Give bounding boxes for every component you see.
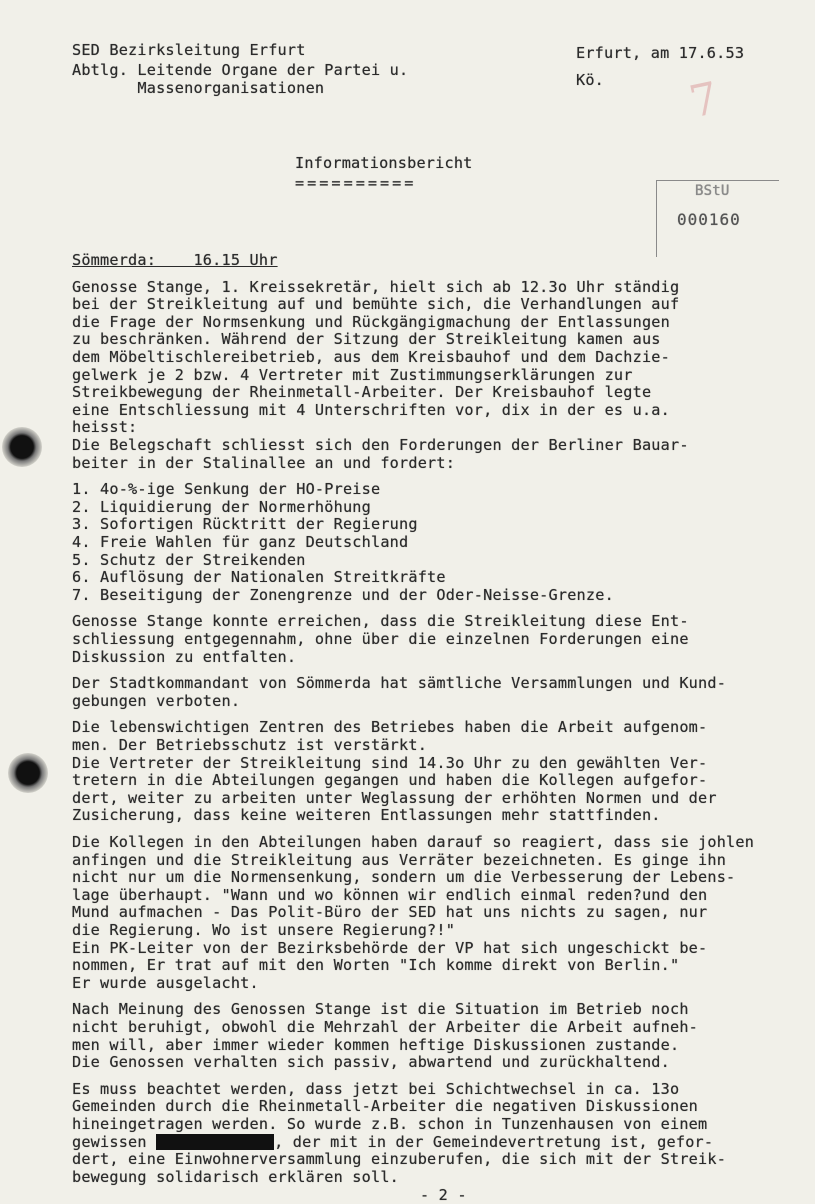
body-line: schliessung entgegennahm, ohne über die einzelnen Forderungen eine	[72, 630, 689, 648]
body-line: eine Entschliessung mit 4 Unterschriften vor, dix in der es u.a.	[72, 400, 670, 419]
location-heading: Sömmerda: 16.15 Uhr	[72, 251, 278, 269]
body-line: Die Genossen verhalten sich passiv, abwartend und zurückhaltend.	[72, 1053, 670, 1072]
sender-line-1: SED Bezirksleitung Erfurt	[72, 41, 306, 59]
initials-line: Kö.	[576, 71, 605, 89]
body-line: bei der Streikleitung auf und bemühte sich, die Verhandlungen auf	[72, 295, 680, 314]
title-underline: ==========	[295, 174, 417, 192]
body-line: anfingen und die Streikleitung aus Verräter bezeichneten. Es ginge ihn	[72, 850, 727, 869]
date-line: Erfurt, am 17.6.53	[576, 44, 745, 62]
pencil-mark: 7	[685, 72, 723, 129]
body-line: nicht beruhigt, obwohl die Mehrzahl der Arbeiter die Arbeit aufneh-	[72, 1018, 699, 1036]
body-line: 1. 4o-%-ige Senkung der HO-Preise	[72, 480, 381, 499]
body-line: nommen, Er trat auf mit den Worten "Ich komme direkt von Berlin."	[72, 956, 680, 975]
body-line: Mund aufmachen - Das Polit-Büro der SED hat uns nichts zu sagen, nur	[72, 903, 708, 922]
body-line: Diskussion zu entfalten.	[72, 647, 297, 666]
body-line: men will, aber immer wieder kommen heftige Diskussionen zustande.	[72, 1035, 680, 1054]
body-line: die Frage der Normsenkung und Rückgängigmachung der Entlassungen	[72, 312, 670, 331]
body-line: Die Vertreter der Streikleitung sind 14.3o Uhr zu den gewählten Ver-	[72, 753, 708, 772]
sender-line-2: Abtlg. Leitende Organe der Partei u.	[72, 61, 409, 79]
body-line: Die Belegschaft schliesst sich den Forderungen der Berliner Bauar-	[72, 436, 689, 454]
body-line: die Regierung. Wo ist unsere Regierung?!"	[72, 921, 456, 939]
body-line: Genosse Stange, 1. Kreissekretär, hielt sich ab 12.3o Uhr ständig	[72, 277, 680, 296]
body-line: Gemeinden durch die Rheinmetall-Arbeiter die negativen Diskussionen	[72, 1097, 699, 1116]
body-line: hineingetragen werden. So wurde z.B. schon in Tunzenhausen von einem	[72, 1115, 708, 1133]
page-number: - 2 -	[420, 1186, 467, 1204]
body-line-continuation: , der mit in der Gemeindevertretung ist, gefor-	[274, 1132, 714, 1151]
body-line: Die Kollegen in den Abteilungen haben darauf so reagiert, dass sie johlen	[72, 833, 755, 851]
body-line: dert, eine Einwohnerversammlung einzuberufen, die sich mit der Streik-	[72, 1150, 727, 1169]
document-title: Informationsbericht	[295, 154, 473, 172]
body-line: 6. Auflösung der Nationalen Streitkräfte	[72, 568, 446, 587]
body-line: tretern in die Abteilungen gegangen und haben die Kollegen aufgefor-	[72, 771, 708, 790]
stamp-number: 000160	[677, 210, 741, 229]
body-line: Die lebenswichtigen Zentren des Betriebes haben die Arbeit aufgenom-	[72, 718, 708, 737]
body-line: Der Stadtkommandant von Sömmerda hat sämtliche Versammlungen und Kund-	[72, 674, 727, 693]
body-line: Ein PK-Leiter von der Bezirksbehörde der VP hat sich ungeschickt be-	[72, 938, 708, 957]
sender-line-3: Massenorganisationen	[72, 79, 325, 97]
body-line: nicht nur um die Normensenkung, sondern um die Verbesserung der Lebens-	[72, 868, 736, 887]
body-line: 3. Sofortigen Rücktritt der Regierung	[72, 515, 418, 534]
body-line: 2. Liquidierung der Normerhöhung	[72, 497, 371, 516]
body-line: beiter in der Stalinallee an und fordert:	[72, 453, 456, 472]
body-line: heisst:	[72, 418, 138, 437]
body-line: 5. Schutz der Streikenden	[72, 550, 306, 569]
body-line: dert, weiter zu arbeiten unter Weglassung der erhöhten Normen und der	[72, 788, 717, 807]
body-line: Streikbewegung der Rheinmetall-Arbeiter. Der Kreisbauhof legte	[72, 383, 652, 402]
report-body	[72, 0, 807, 1200]
body-line: gewissen , der mit in der Gemeindevertretung ist, gefor-	[72, 1132, 714, 1151]
body-line: Er wurde ausgelacht.	[72, 973, 259, 992]
body-line: Genosse Stange konnte erreichen, dass die Streikleitung diese Ent-	[72, 612, 689, 631]
body-line: Nach Meinung des Genossen Stange ist die Situation im Betrieb noch	[72, 1000, 689, 1019]
stamp-label: BStU	[695, 183, 730, 199]
body-line: Es muss beachtet werden, dass jetzt bei Schichtwechsel in ca. 13o	[72, 1079, 680, 1098]
redaction-bar	[156, 1134, 274, 1150]
body-line: 4. Freie Wahlen für ganz Deutschland	[72, 533, 409, 551]
body-line: lage überhaupt. "Wann und wo können wir endlich einmal reden?und den	[72, 885, 708, 904]
punch-hole-icon	[8, 753, 48, 793]
body-line: bewegung solidarisch erklären soll.	[72, 1167, 400, 1186]
body-line: gebungen verboten.	[72, 691, 241, 710]
body-line: 7. Beseitigung der Zonengrenze und der Oder-Neisse-Grenze.	[72, 585, 614, 604]
punch-hole-icon	[2, 427, 42, 467]
body-line: gelwerk je 2 bzw. 4 Vertreter mit Zustimmungserklärungen zur	[72, 365, 633, 384]
body-line: men. Der Betriebsschutz ist verstärkt.	[72, 736, 428, 754]
body-line: zu beschränken. Während der Sitzung der Streikleitung kamen aus	[72, 330, 661, 349]
body-line: dem Möbeltischlereibetrieb, aus dem Kreisbauhof und dem Dachzie-	[72, 348, 670, 366]
body-line: Zusicherung, dass keine weiteren Entlassungen mehr stattfinden.	[72, 806, 661, 825]
